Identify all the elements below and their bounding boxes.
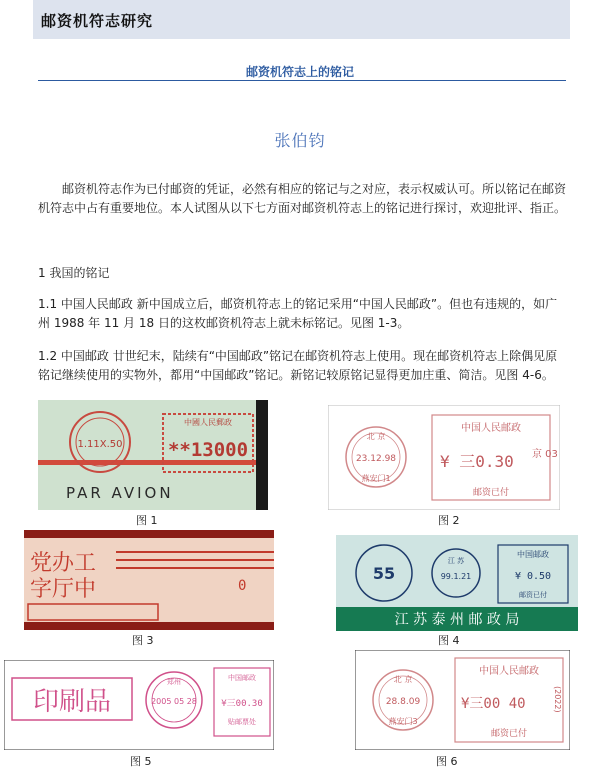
figure-5-caption: 图 5 xyxy=(130,755,152,768)
author-name: 张伯钧 xyxy=(274,131,326,150)
svg-text:55: 55 xyxy=(372,564,396,583)
figure-5-date: 2005 05 28 xyxy=(151,697,197,706)
figure-6-city: 北 京 xyxy=(393,675,413,684)
figure-4-inscription: 中国邮政 xyxy=(517,550,549,559)
figure-6-date: 28.8.09 xyxy=(385,697,421,707)
figure-6-amount: ¥三00 40 xyxy=(461,696,526,712)
figure-2-paid: 邮资已付 xyxy=(472,488,510,498)
figure-2-caption: 图 2 xyxy=(438,514,460,527)
figure-6-caption: 图 6 xyxy=(436,755,458,768)
title-divider xyxy=(38,80,566,81)
figure-1-date: 1.11X.50 xyxy=(77,439,123,450)
figure-2-image xyxy=(328,405,560,510)
figure-2-city: 北 京 xyxy=(366,432,386,441)
figure-3-image xyxy=(24,530,274,630)
figure-2-date: 23.12.98 xyxy=(355,454,397,464)
figure-4-amount: ¥ 0.50 xyxy=(514,571,552,582)
figure-3-caption: 图 3 xyxy=(132,634,154,647)
figure-3-text2: 字厅中 xyxy=(30,577,97,602)
section-1-heading: 1 我国的铭记 xyxy=(38,266,110,280)
figure-2-inscription: 中国人民邮政 xyxy=(461,423,521,434)
figure-5-city: 郑州 xyxy=(167,678,181,686)
figure-2-office: 燕安门1 xyxy=(361,474,391,483)
figure-3-amount: 0 xyxy=(238,578,247,594)
figure-5-printed: 印刷品 xyxy=(32,687,112,717)
figure-6-inscription: 中国人民邮政 xyxy=(479,666,539,677)
section-1-2-paragraph: 1.2 中国邮政 廿世纪末，陆续有“中国邮政”铭记在邮资机符志上使用。现在邮资机符志上除偶见原铭记继续使用的实物外，都用“中国邮政”铭记。新铭记较原铭记显得更加庄重、简洁。见图 4-6。 xyxy=(38,349,558,382)
figure-6-office: 燕安门3 xyxy=(388,717,418,726)
figure-6-paid: 邮资已付 xyxy=(490,729,528,739)
intro-paragraph: 邮资机符志作为已付邮资的凭证，必然有相应的铭记与之对应，表示权威认可。所以铭记在邮资机符志中占有重要地位。本人试图从以下七方面对邮资机符志上的铭记进行探讨，欢迎批评、指正。 xyxy=(38,182,567,215)
figure-2-code: 京 03 xyxy=(532,449,558,460)
figure-6-image xyxy=(355,650,570,750)
figure-4-date: 99.1.21 xyxy=(440,572,472,581)
figure-1-inscription: 中國人民郵政 xyxy=(184,418,232,427)
figure-1-amount: **13000 xyxy=(167,439,249,461)
header-title: 邮资机符志研究 xyxy=(41,12,154,30)
figure-1-caption: 图 1 xyxy=(136,514,158,527)
figure-5-side: 贴邮票处 xyxy=(228,718,256,726)
figure-1-airmail: PAR AVION xyxy=(66,484,174,502)
figure-3-text1: 党办工 xyxy=(30,551,97,576)
figure-1-image xyxy=(38,400,268,510)
figure-5-inscription: 中国邮政 xyxy=(228,674,256,682)
header-bar xyxy=(33,0,570,39)
figure-4-banner: 江 苏 泰 州 邮 政 局 xyxy=(394,612,520,628)
figure-2-amount: ¥ 三0.30 xyxy=(440,452,514,471)
article-title: 邮资机符志上的铭记 xyxy=(245,65,354,79)
figure-4-caption: 图 4 xyxy=(438,634,460,647)
figure-5-amount: ¥三00.30 xyxy=(221,699,263,709)
section-1-1-paragraph: 1.1 中国人民邮政 新中国成立后，邮资机符志上的铭记采用“中国人民邮政”。但也有违规的，如广州 1988 年 11 月 18 日的这枚邮资机符志上就未标铭记。见图 1-3。 xyxy=(38,297,558,330)
figure-6-code: (2022) xyxy=(553,686,562,713)
figure-4-city: 江 苏 xyxy=(447,557,465,565)
figure-4-image xyxy=(336,535,578,631)
figure-4-paid: 邮资已付 xyxy=(519,591,547,599)
figure-5-image xyxy=(4,660,274,750)
